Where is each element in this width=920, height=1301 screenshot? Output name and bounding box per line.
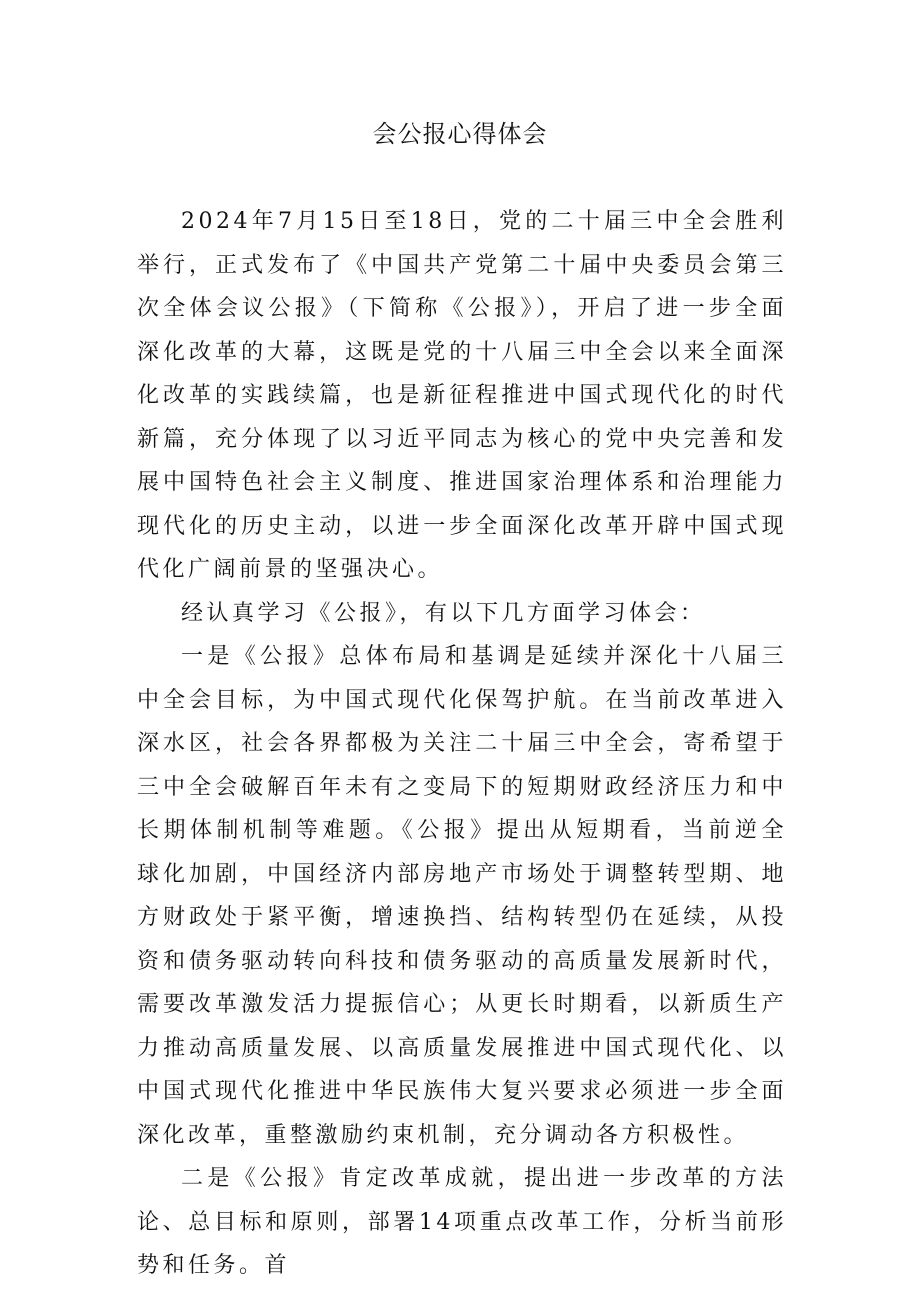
paragraph-point-one: 一是《公报》总体布局和基调是延续并深化十八届三中全会目标，为中国式现代化保驾护航。在当前改革进入深水区，社会各界都极为关注二十届三中全会，寄希望于三中全会破解百年未有之变局下的短期财政经济压力和中长期体制机制等难题。《公报》提出从短期看，当前逆全球化加剧，中国经济内部房地产市场处于调整转型期、地方财政处于紧平衡，增速换挡、结构转型仍在延续，从投资和债务驱动转向科技和债务驱动的高质量发展新时代，需要改革激发活力提振信心；从更长时期看，以新质生产力推动高质量发展、以高质量发展推进中国式现代化、以中国式现代化推进中华民族伟大复兴要求必须进一步全面深化改革，重整激励约束机制，充分调动各方积极性。 xyxy=(137,644,787,1148)
paragraph-study-summary: 经认真学习《公报》，有以下几方面学习体会： xyxy=(181,600,706,626)
document-title: 会公报心得体会 xyxy=(372,120,548,148)
paragraph-point-two: 二是《公报》肯定改革成就，提出进一步改革的方法论、总目标和原则，部署14项重点改革工作，分析当前形势和任务。首 xyxy=(137,1166,787,1278)
document-body xyxy=(137,200,787,1288)
paragraph-intro: 2024年7月15日至18日，党的二十届三中全会胜利举行，正式发布了《中国共产党第二十届中央委员会第三次全体会议公报》（下简称《公报》），开启了进一步全面深化改革的大幕，这既是党的十八届三中全会以来全面深化改革的实践续篇，也是新征程推进中国式现代化的时代新篇，充分体现了以习近平同志为核心的党中央完善和发展中国特色社会主义制度、推进国家治理体系和治理能力现代化的历史主动，以进一步全面深化改革开辟中国式现代化广阔前景的坚强决心。 xyxy=(137,209,787,582)
